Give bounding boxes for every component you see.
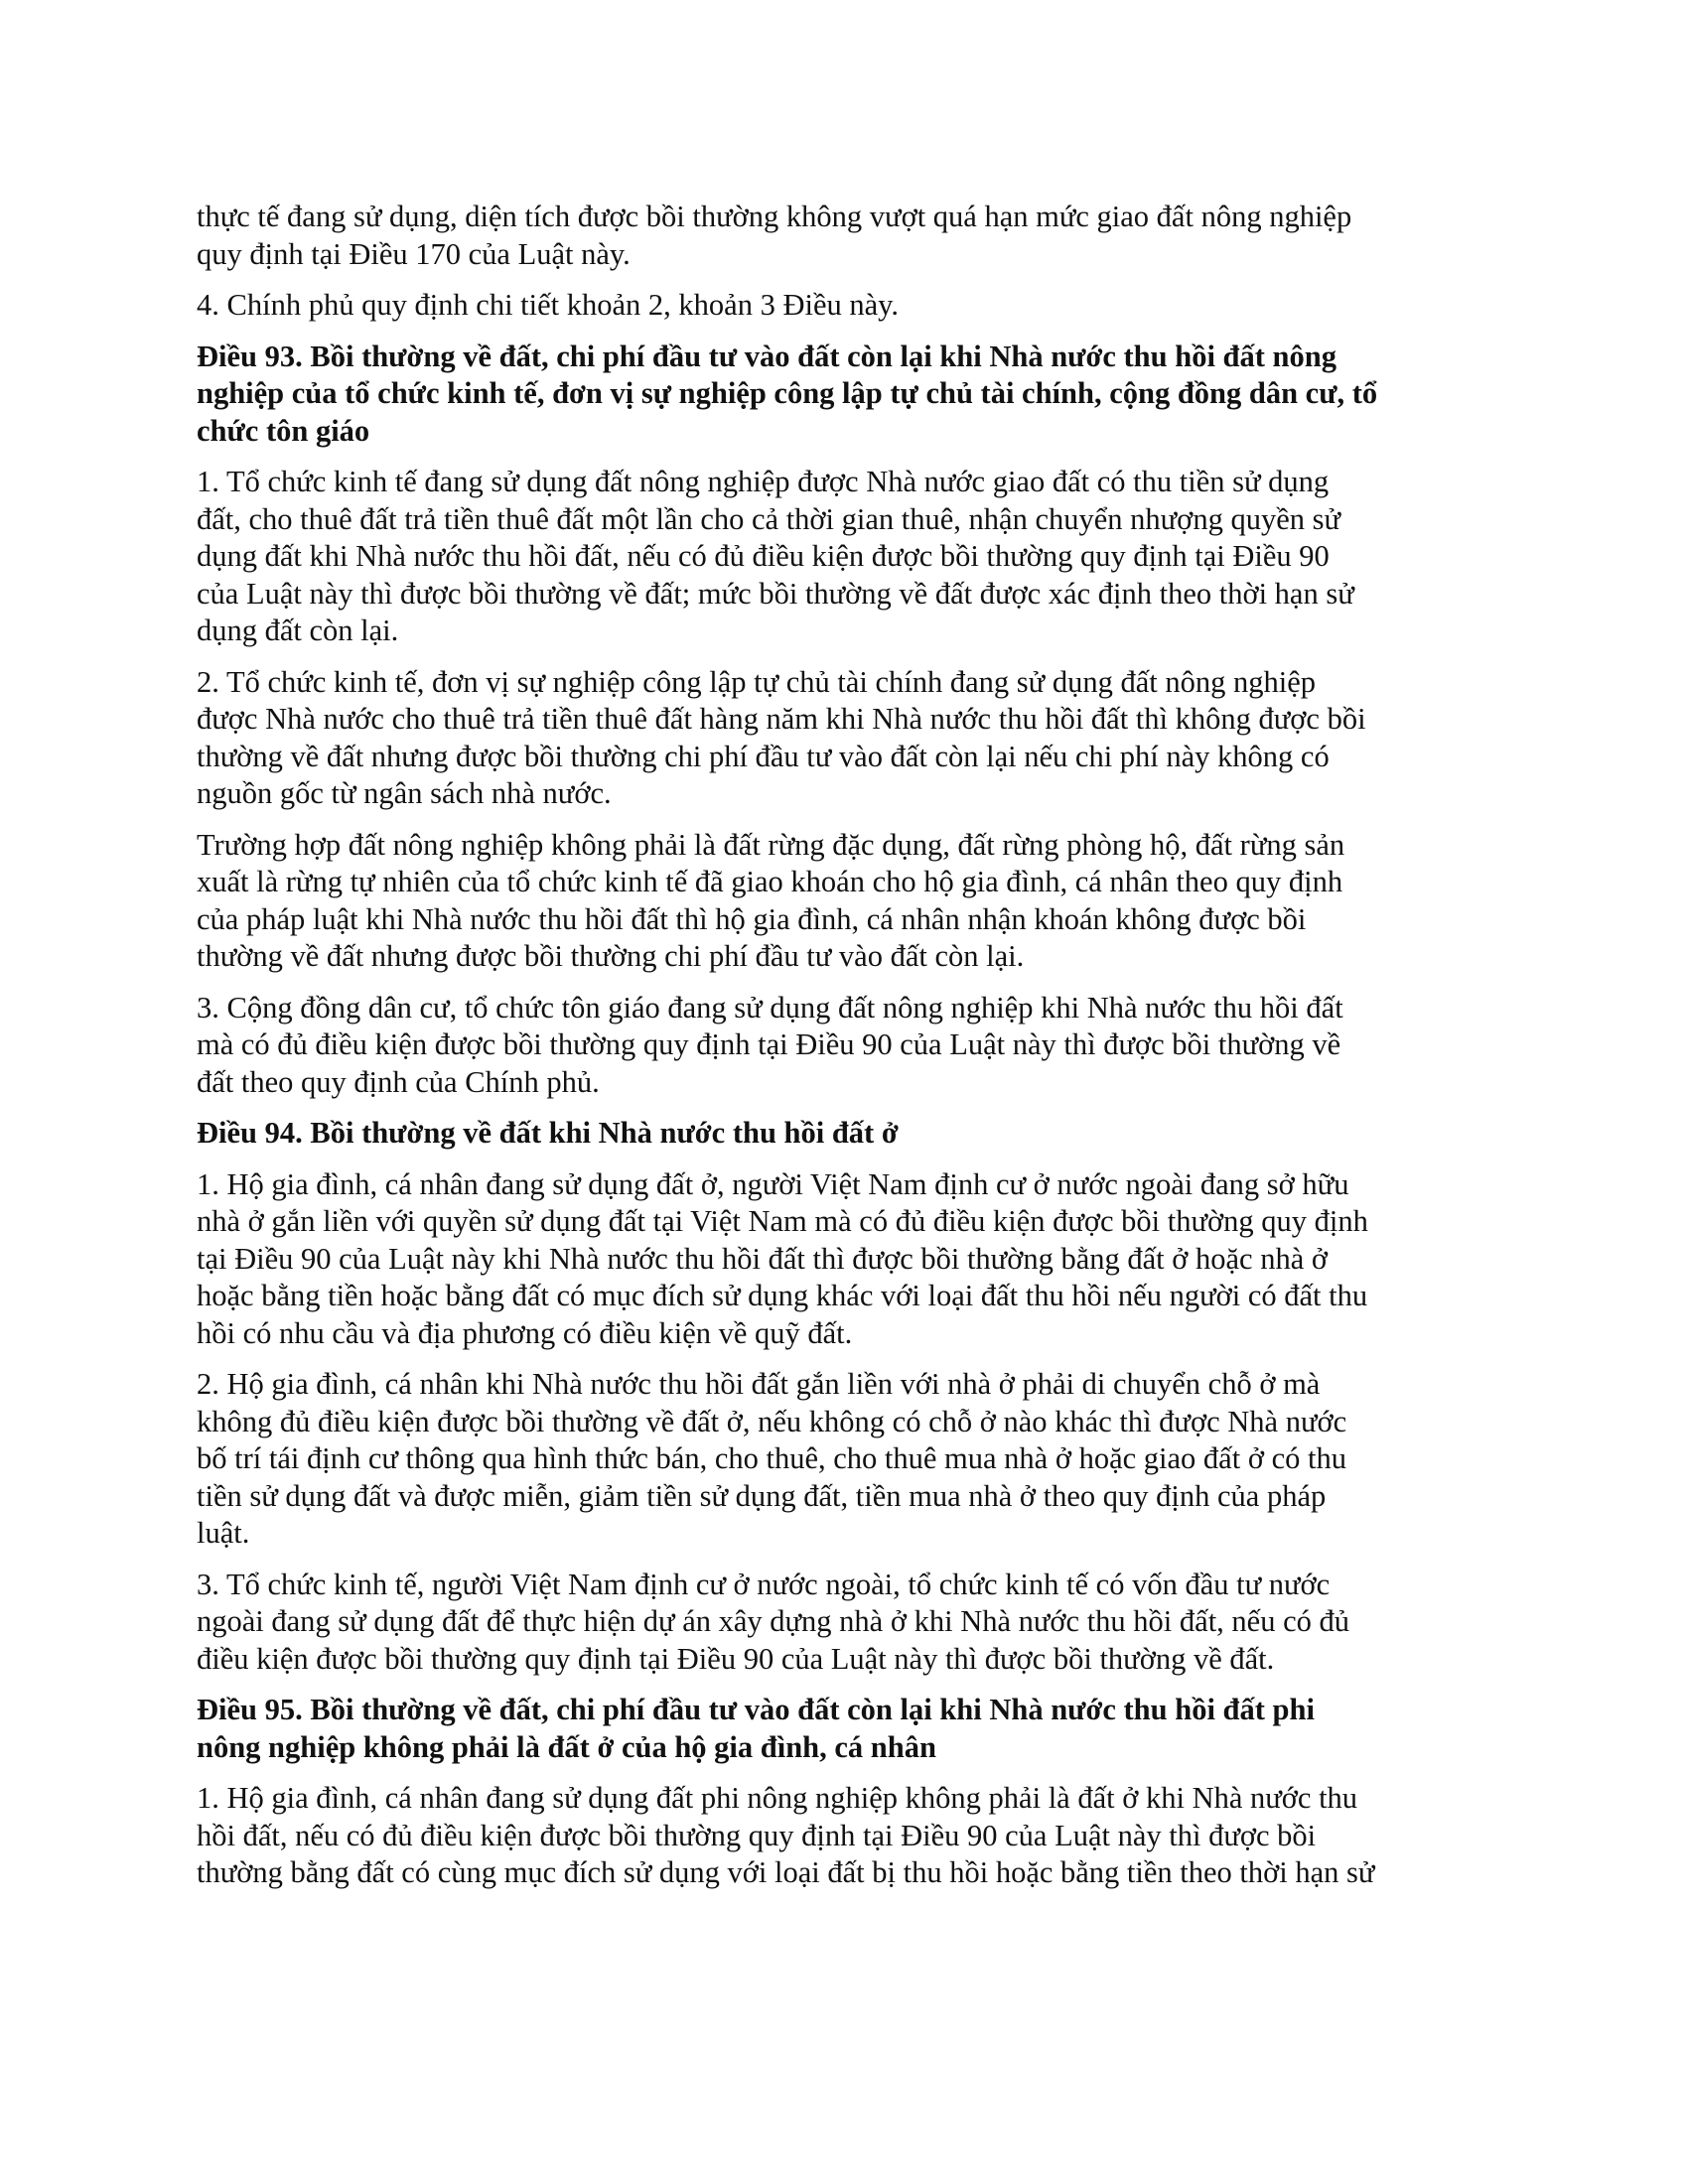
article-heading: Điều 95. Bồi thường về đất, chi phí đầu tư vào đất còn lại khi Nhà nước thu hồi đất phi nông nghiệp không phải là đất ở của hộ gia đình, cá nhân bbox=[197, 1693, 1315, 1764]
paragraph: 2. Tổ chức kinh tế, đơn vị sự nghiệp công lập tự chủ tài chính đang sử dụng đất nông nghiệp được Nhà nước cho thuê trả tiền thuê đất hàng năm khi Nhà nước thu hồi đất thì không được bồi thường về đất nhưng được bồi thường chi phí đầu tư vào đất còn lại nếu chi phí này không có nguồn gốc từ ngân sách nhà nước. bbox=[197, 664, 1366, 810]
paragraph: 3. Tổ chức kinh tế, người Việt Nam định cư ở nước ngoài, tổ chức kinh tế có vốn đầu tư nước ngoài đang sử dụng đất để thực hiện dự án xây dựng nhà ở khi Nhà nước thu hồi đất, nếu có đủ điều kiện được bồi thường quy định tại Điều 90 của Luật này thì được bồi thường về đất. bbox=[197, 1567, 1349, 1676]
document-body bbox=[197, 199, 1494, 1892]
paragraph: 1. Hộ gia đình, cá nhân đang sử dụng đất phi nông nghiệp không phải là đất ở khi Nhà nước thu hồi đất, nếu có đủ điều kiện được bồi thường quy định tại Điều 90 của Luật này thì được bồi thường bằng đất có cùng mục đích sử dụng với loại đất bị thu hồi hoặc bằng tiền theo thời hạn sử bbox=[197, 1781, 1375, 1889]
paragraph: 4. Chính phủ quy định chi tiết khoản 2, khoản 3 Điều này. bbox=[197, 288, 900, 322]
paragraph: 1. Hộ gia đình, cá nhân đang sử dụng đất ở, người Việt Nam định cư ở nước ngoài đang sở hữu nhà ở gắn liền với quyền sử dụng đất tại Việt Nam mà có đủ điều kiện được bồi thường quy định tại Điều 90 của Luật này khi Nhà nước thu hồi đất thì được bồi thường bằng đất ở hoặc nhà ở hoặc bằng tiền hoặc bằng đất có mục đích sử dụng khác với loại đất thu hồi nếu người có đất thu hồi có nhu cầu và địa phương có điều kiện về quỹ đất. bbox=[197, 1166, 1368, 1350]
paragraph: 1. Tổ chức kinh tế đang sử dụng đất nông nghiệp được Nhà nước giao đất có thu tiền sử dụng đất, cho thuê đất trả tiền thuê đất một lần cho cả thời gian thuê, nhận chuyển nhượng quyền sử dụng đất khi Nhà nước thu hồi đất, nếu có đủ điều kiện được bồi thường quy định tại Điều 90 của Luật này thì được bồi thường về đất; mức bồi thường về đất được xác định theo thời hạn sử dụng đất còn lại. bbox=[197, 465, 1354, 647]
article-heading: Điều 94. Bồi thường về đất khi Nhà nước thu hồi đất ở bbox=[197, 1116, 899, 1150]
paragraph: 2. Hộ gia đình, cá nhân khi Nhà nước thu hồi đất gắn liền với nhà ở phải di chuyển chỗ ở mà không đủ điều kiện được bồi thường về đất ở, nếu không có chỗ ở nào khác thì được Nhà nước bố trí tái định cư thông qua hình thức bán, cho thuê, cho thuê mua nhà ở hoặc giao đất ở có thu tiền sử dụng đất và được miễn, giảm tiền sử dụng đất, tiền mua nhà ở theo quy định của pháp luật. bbox=[197, 1367, 1347, 1550]
paragraph: thực tế đang sử dụng, diện tích được bồi thường không vượt quá hạn mức giao đất nông nghiệp quy định tại Điều 170 của Luật này. bbox=[197, 200, 1352, 271]
paragraph: 3. Cộng đồng dân cư, tổ chức tôn giáo đang sử dụng đất nông nghiệp khi Nhà nước thu hồi đất mà có đủ điều kiện được bồi thường quy định tại Điều 90 của Luật này thì được bồi thường về đất theo quy định của Chính phủ. bbox=[197, 990, 1343, 1099]
paragraph: Trường hợp đất nông nghiệp không phải là đất rừng đặc dụng, đất rừng phòng hộ, đất rừng sản xuất là rừng tự nhiên của tổ chức kinh tế đã giao khoán cho hộ gia đình, cá nhân theo quy định của pháp luật khi Nhà nước thu hồi đất thì hộ gia đình, cá nhân nhận khoán không được bồi thường về đất nhưng được bồi thường chi phí đầu tư vào đất còn lại. bbox=[197, 827, 1345, 973]
article-heading: Điều 93. Bồi thường về đất, chi phí đầu tư vào đất còn lại khi Nhà nước thu hồi đất nông nghiệp của tổ chức kinh tế, đơn vị sự nghiệp công lập tự chủ tài chính, cộng đồng dân cư, tổ chức tôn giáo bbox=[197, 339, 1378, 448]
